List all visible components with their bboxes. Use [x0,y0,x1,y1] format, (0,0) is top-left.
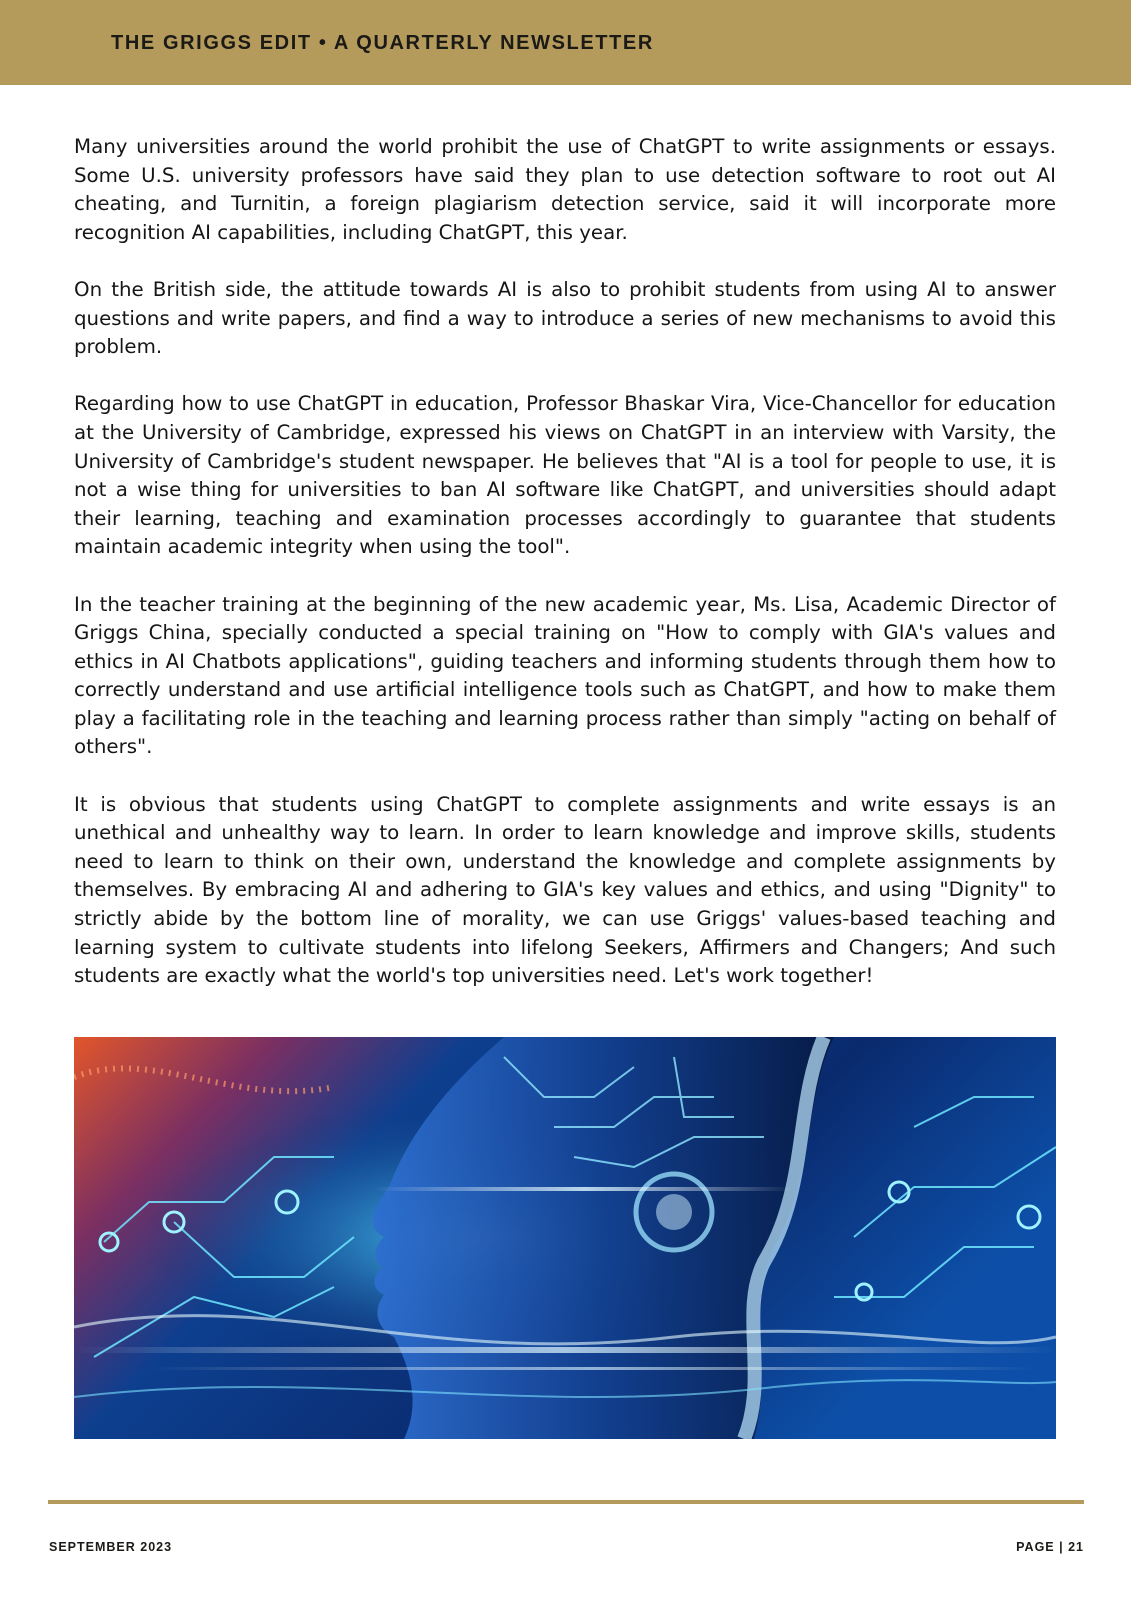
newsletter-title: THE GRIGGS EDIT • A QUARTERLY NEWSLETTER [111,32,654,54]
ai-head-graphic [74,1037,1056,1439]
paragraph-3: Regarding how to use ChatGPT in education, Professor Bhaskar Vira, Vice-Chancellor for education at the University of Cambridge, expressed his views on ChatGPT in an interview with Varsity, the University of Cambridge's student newspaper. He believes that "AI is a tool for people to use, it is not a wise thing for universities to ban AI software like ChatGPT, and universities should adapt their learning, teaching and examination processes accordingly to guarantee that students maintain academic integrity when using the tool". [74,392,1056,559]
paragraph-5: It is obvious that students using ChatGPT to complete assignments and write essays is an unethical and unhealthy way to learn. In order to learn knowledge and improve skills, students need to learn to think on their own, understand the knowledge and complete assignments by themselves. By embracing AI and adhering to GIA's key values and ethics, and using "Dignity" to strictly abide by the bottom line of morality, we can use Griggs' values-based teaching and learning system to cultivate students into lifelong Seekers, Affirmers and Changers; And such students are exactly what the world's top universities need. Let's work together! [74,792,1056,988]
paragraph-4: In the teacher training at the beginning of the new academic year, Ms. Lisa, Academic Director of Griggs China, specially conducted a special training on "How to comply with GIA's values and ethics in AI Chatbots applications", guiding teachers and informing students through them how to correctly understand and use artificial intelligence tools such as ChatGPT, and how to make them play a facilitating role in the teaching and learning process rather than simply "acting on behalf of others". [74,592,1056,759]
header-band [0,0,1131,85]
article-body [74,133,1056,1019]
paragraph-2: On the British side, the attitude towards AI is also to prohibit students from using AI to answer questions and write papers, and find a way to introduce a series of new mechanisms to avoid this problem. [74,277,1056,359]
footer-date: SEPTEMBER 2023 [49,1540,173,1554]
paragraph-1: Many universities around the world prohibit the use of ChatGPT to write assignments or essays. Some U.S. university professors have said they plan to use detection software to root out AI cheating, and Turnitin, a foreign plagiarism detection service, said it will incorporate more recognition AI capabilities, including ChatGPT, this year. [74,135,1056,244]
footer-divider [48,1500,1084,1504]
footer-page-number: PAGE | 21 [1016,1540,1084,1554]
ai-head-illustration [74,1037,1056,1439]
